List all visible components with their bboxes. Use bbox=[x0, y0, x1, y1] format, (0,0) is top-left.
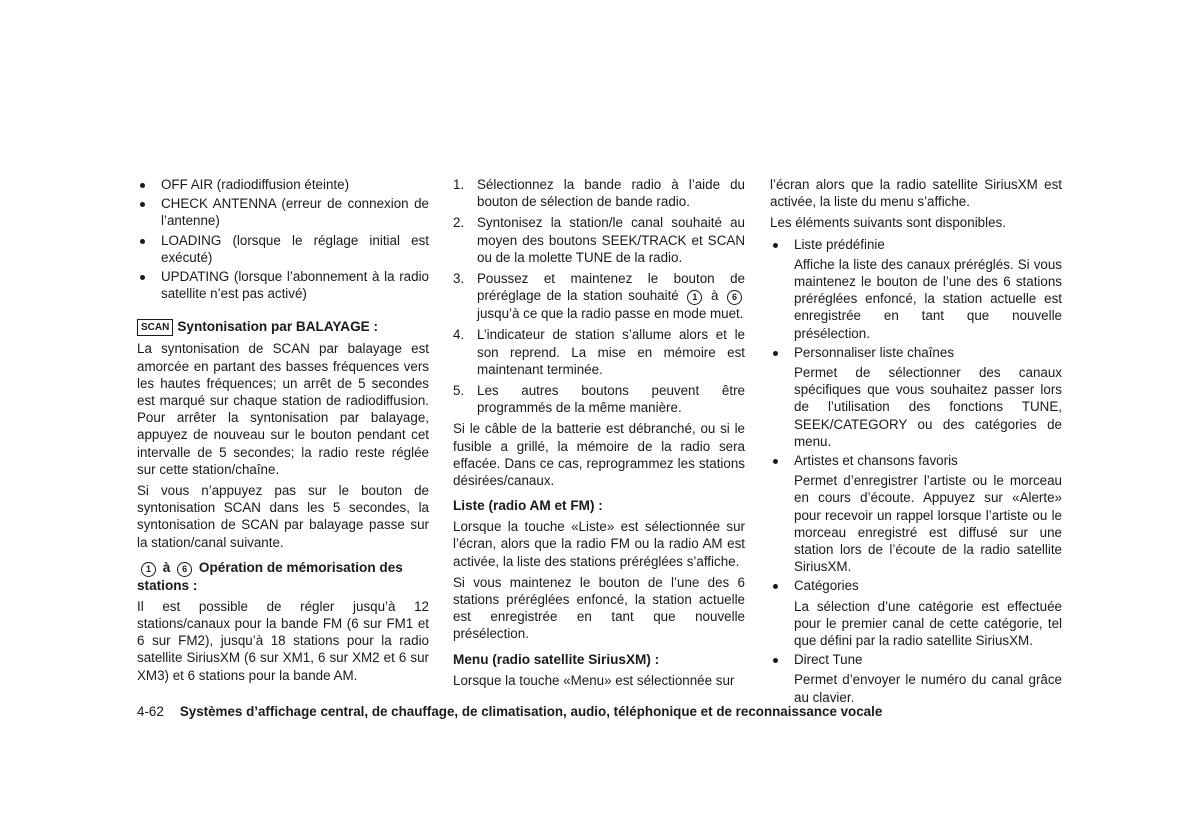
list-item: CHECK ANTENNA (erreur de connexion de l’antenne) bbox=[137, 195, 429, 229]
list-item: UPDATING (lorsque l’abonnement à la radio satellite n’est pas activé) bbox=[137, 268, 429, 302]
menu-heading: Menu (radio satellite SiriusXM) : bbox=[453, 651, 660, 667]
menu-item-desc: Permet d’enregistrer l’artiste ou le morceau en cours d’écoute. Appuyez sur «Alerte» pour recevoir un rappel lorsque l’artiste ou le morceau enregistré est diffusé sur une station lors de l’écoute de la radio satellite SiriusXM. bbox=[794, 473, 1062, 575]
preset-6-icon: 6 bbox=[727, 290, 742, 305]
battery-note: Si le câble de la batterie est débranché, ou si le fusible a grillé, la mémoire de la radio sera effacée. Dans ce cas, reprogrammez les stations désirées/canaux. bbox=[453, 421, 745, 489]
menu-items-list bbox=[770, 236, 1062, 706]
scan-paragraph-2: Si vous n’appuyez pas sur le bouton de syntonisation SCAN dans les 5 secondes, la syntonisation de SCAN par balayage passe sur la station/canal suivante. bbox=[137, 483, 429, 550]
menu-item-title: Direct Tune bbox=[794, 652, 863, 668]
step-number: 5. bbox=[453, 383, 465, 399]
menu-item-desc: Permet d’envoyer le numéro du canal grâce au clavier. bbox=[794, 672, 1062, 705]
preset-connector: à bbox=[162, 559, 171, 575]
preset-steps bbox=[453, 176, 745, 416]
menu-item-title: Artistes et chansons favoris bbox=[794, 453, 958, 469]
list-item: OFF AIR (radiodiffusion éteinte) bbox=[137, 176, 429, 193]
step-number: 4. bbox=[453, 327, 465, 343]
preset-heading bbox=[137, 559, 429, 594]
available-intro: Les éléments suivants sont disponibles. bbox=[770, 215, 1006, 231]
preset-paragraph: Il est possible de régler jusqu’à 12 stations/canaux pour la bande FM (6 sur FM1 et 6 sur FM2), jusqu’à 18 stations pour la radio satellite SiriusXM (6 sur XM1, 6 sur XM2 et 6 sur XM3) et 6 stations pour la bande AM. bbox=[137, 598, 429, 683]
column-3 bbox=[770, 176, 1062, 710]
preset-heading-text: Opération de mémorisation des stations : bbox=[137, 559, 403, 593]
step-text: L’indicateur de station s’allume alors et le son reprend. La mise en mémoire est maintenant terminée. bbox=[477, 327, 745, 377]
step-item bbox=[453, 270, 745, 322]
step-text: Sélectionnez la bande radio à l’aide du bouton de sélection de bande radio. bbox=[477, 177, 745, 210]
menu-item-title: Catégories bbox=[794, 578, 859, 594]
preset-1-icon: 1 bbox=[141, 562, 156, 577]
list-item bbox=[770, 452, 1062, 575]
menu-item-desc: Affiche la liste des canaux préréglés. Si vous maintenez le bouton de l’une des 6 stations préréglées enfoncé, la station actuelle est enregistrée en tant que nouvelle présélection. bbox=[794, 256, 1062, 341]
column-2 bbox=[453, 176, 745, 693]
status-list bbox=[137, 176, 429, 302]
page-number: 4-62 bbox=[137, 704, 164, 719]
list-item bbox=[770, 577, 1062, 649]
menu-item-title: Personnaliser liste chaînes bbox=[794, 344, 955, 360]
step-text: jusqu’à ce que la radio passe en mode muet. bbox=[477, 306, 744, 322]
step-item bbox=[453, 176, 745, 210]
list-paragraph-1: Lorsque la touche «Liste» est sélectionnée sur l’écran, alors que la radio FM ou la radio AM est activée, la liste des stations préréglées s’affiche. bbox=[453, 519, 745, 569]
scan-heading-text: Syntonisation par BALAYAGE : bbox=[177, 319, 379, 335]
step-item bbox=[453, 382, 745, 416]
step-item bbox=[453, 326, 745, 378]
scan-heading bbox=[137, 318, 429, 336]
step-text: Les autres boutons peuvent être programmés de la même manière. bbox=[477, 383, 745, 416]
list-item: LOADING (lorsque le réglage initial est exécuté) bbox=[137, 232, 429, 266]
step-number: 3. bbox=[453, 271, 465, 287]
scan-button-icon: SCAN bbox=[137, 319, 173, 336]
step-connector: à bbox=[710, 288, 719, 304]
list-item bbox=[770, 344, 1062, 450]
chapter-title: Systèmes d’affichage central, de chauffage, de climatisation, audio, téléphonique et de reconnaissance vocale bbox=[179, 704, 883, 719]
list-item bbox=[770, 236, 1062, 342]
step-text: Syntonisez la station/le canal souhaité au moyen des boutons SEEK/TRACK et SCAN ou de la molette TUNE de la radio. bbox=[477, 215, 745, 265]
step-item bbox=[453, 214, 745, 266]
menu-item-desc: Permet de sélectionner des canaux spécifiques que vous souhaitez passer lors de l’utilisation des fonctions TUNE, SEEK/CATEGORY ou des catégories de menu. bbox=[794, 365, 1062, 449]
step-text: Poussez et maintenez le bouton de préréglage de la station souhaité bbox=[477, 271, 745, 304]
preset-6-icon: 6 bbox=[177, 562, 192, 577]
menu-paragraph-end: l’écran alors que la radio satellite SiriusXM est activée, la liste du menu s’affiche. bbox=[770, 177, 1062, 210]
menu-item-desc: La sélection d’une catégorie est effectuée pour le premier canal de cette catégorie, tel que défini par la radio satellite SiriusXM. bbox=[794, 598, 1062, 649]
list-heading: Liste (radio AM et FM) : bbox=[453, 498, 603, 514]
menu-item-title: Liste prédéfinie bbox=[794, 236, 885, 252]
page-footer bbox=[137, 704, 882, 719]
column-1 bbox=[137, 176, 429, 688]
scan-paragraph-1: La syntonisation de SCAN par balayage est amorcée en partant des basses fréquences vers les hautes fréquences; un arrêt de 5 secondes est marqué sur chaque station de radiodiffusion. Pour arrêter la syntonisation par balayage, appuyez de nouveau sur le bouton pendant cet intervalle de 5 secondes; la radio reste réglée sur cette station/chaîne. bbox=[137, 341, 429, 477]
list-item bbox=[770, 651, 1062, 706]
step-number: 2. bbox=[453, 215, 465, 231]
step-number: 1. bbox=[453, 177, 465, 192]
preset-1-icon: 1 bbox=[687, 290, 702, 305]
menu-paragraph-start: Lorsque la touche «Menu» est sélectionnée sur bbox=[453, 672, 735, 688]
list-paragraph-2: Si vous maintenez le bouton de l’une des 6 stations préréglées enfoncé, la station actuelle est enregistrée en tant que nouvelle présélection. bbox=[453, 574, 745, 642]
